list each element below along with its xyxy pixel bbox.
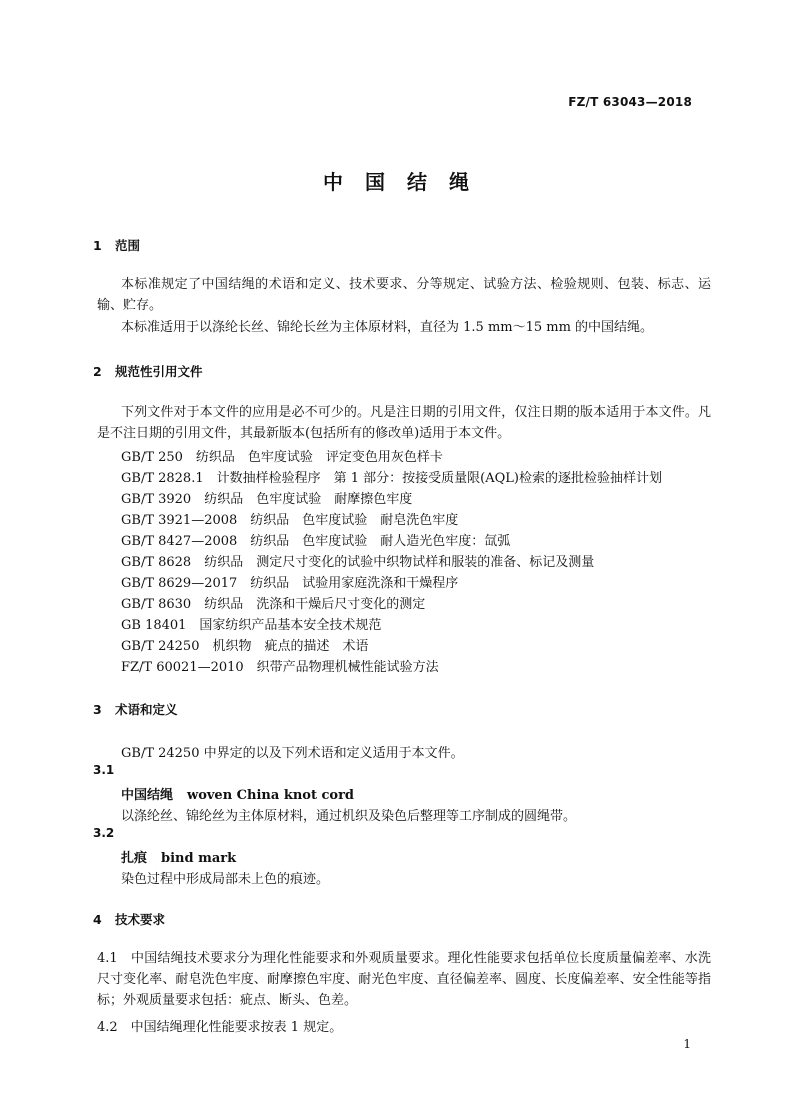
terms-intro: GB/T 24250 中界定的以及下列术语和定义适用于本文件。 bbox=[121, 746, 464, 761]
reference-item: GB/T 8427—2008 纺织品 色牢度试验 耐人造光色牢度：氙弧 bbox=[121, 534, 511, 549]
section-3-heading bbox=[93, 700, 178, 718]
reference-item: GB/T 24250 机织物 疵点的描述 术语 bbox=[121, 639, 369, 654]
scope-paragraph-1: 本标准规定了中国结绳的术语和定义、技术要求、分等规定、试验方法、检验规则、包装、标志、运输、贮存。 bbox=[97, 277, 711, 313]
standard-code: FZ/T 63043—2018 bbox=[568, 95, 692, 109]
section-number: 4 bbox=[93, 912, 102, 927]
reference-item: GB/T 3920 纺织品 色牢度试验 耐摩擦色牢度 bbox=[121, 492, 413, 507]
page-number: 1 bbox=[683, 1037, 691, 1051]
reference-item: GB/T 2828.1 计数抽样检验程序 第 1 部分：按接受质量限(AQL)检索的逐批检验抽样计划 bbox=[121, 471, 662, 486]
term-chinese: 扎痕 bbox=[121, 851, 148, 866]
section-4-heading bbox=[93, 910, 165, 928]
section-title: 范围 bbox=[115, 238, 141, 253]
section-number: 2 bbox=[93, 364, 102, 379]
term-entry bbox=[121, 847, 236, 866]
section-1-heading bbox=[93, 236, 140, 254]
term-english: woven China knot cord bbox=[187, 788, 355, 803]
reference-item: GB/T 3921—2008 纺织品 色牢度试验 耐皂洗色牢度 bbox=[121, 513, 459, 528]
section-title: 规范性引用文件 bbox=[115, 364, 203, 379]
term-english: bind mark bbox=[161, 851, 237, 866]
section-title: 技术要求 bbox=[115, 912, 166, 927]
section-2-heading bbox=[93, 362, 203, 380]
term-definition: 以涤纶丝、锦纶丝为主体原材料，通过机织及染色后整理等工序制成的圆绳带。 bbox=[121, 809, 577, 824]
section-title: 术语和定义 bbox=[115, 702, 178, 717]
reference-item: GB/T 8628 纺织品 测定尺寸变化的试验中织物试样和服装的准备、标记及测量 bbox=[121, 555, 595, 570]
reference-item: GB/T 8630 纺织品 洗涤和干燥后尺寸变化的测定 bbox=[121, 597, 426, 612]
term-chinese: 中国结绳 bbox=[121, 788, 174, 803]
references-intro: 下列文件对于本文件的应用是必不可少的。凡是注日期的引用文件，仅注日期的版本适用于本文件。凡是不注日期的引用文件，其最新版本(包括所有的修改单)适用于本文件。 bbox=[97, 405, 711, 441]
term-number: 3.2 bbox=[93, 826, 115, 840]
section-number: 1 bbox=[93, 238, 102, 253]
section-number: 3 bbox=[93, 702, 102, 717]
term-number: 3.1 bbox=[93, 763, 115, 777]
clause-4-1: 4.1 中国结绳技术要求分为理化性能要求和外观质量要求。理化性能要求包括单位长度质量偏差率、水洗尺寸变化率、耐皂洗色牢度、耐摩擦色牢度、耐光色牢度、直径偏差率、圆度、长度偏差率、安全性能等指标；外观质量要求包括：疵点、断头、色差。 bbox=[97, 951, 711, 1008]
reference-item: GB 18401 国家纺织产品基本安全技术规范 bbox=[121, 618, 382, 633]
clause-4-2: 4.2 中国结绳理化性能要求按表 1 规定。 bbox=[97, 1020, 343, 1035]
reference-item: GB/T 8629—2017 纺织品 试验用家庭洗涤和干燥程序 bbox=[121, 576, 459, 591]
document-title: 中国结绳 bbox=[323, 170, 491, 194]
scope-paragraph-2: 本标准适用于以涤纶长丝、锦纶长丝为主体原材料，直径为 1.5 mm～15 mm 的中国结绳。 bbox=[121, 320, 654, 335]
term-entry bbox=[121, 784, 354, 803]
reference-item: GB/T 250 纺织品 色牢度试验 评定变色用灰色样卡 bbox=[121, 450, 443, 465]
term-definition: 染色过程中形成局部未上色的痕迹。 bbox=[121, 872, 330, 887]
reference-item: FZ/T 60021—2010 织带产品物理机械性能试验方法 bbox=[121, 660, 439, 675]
